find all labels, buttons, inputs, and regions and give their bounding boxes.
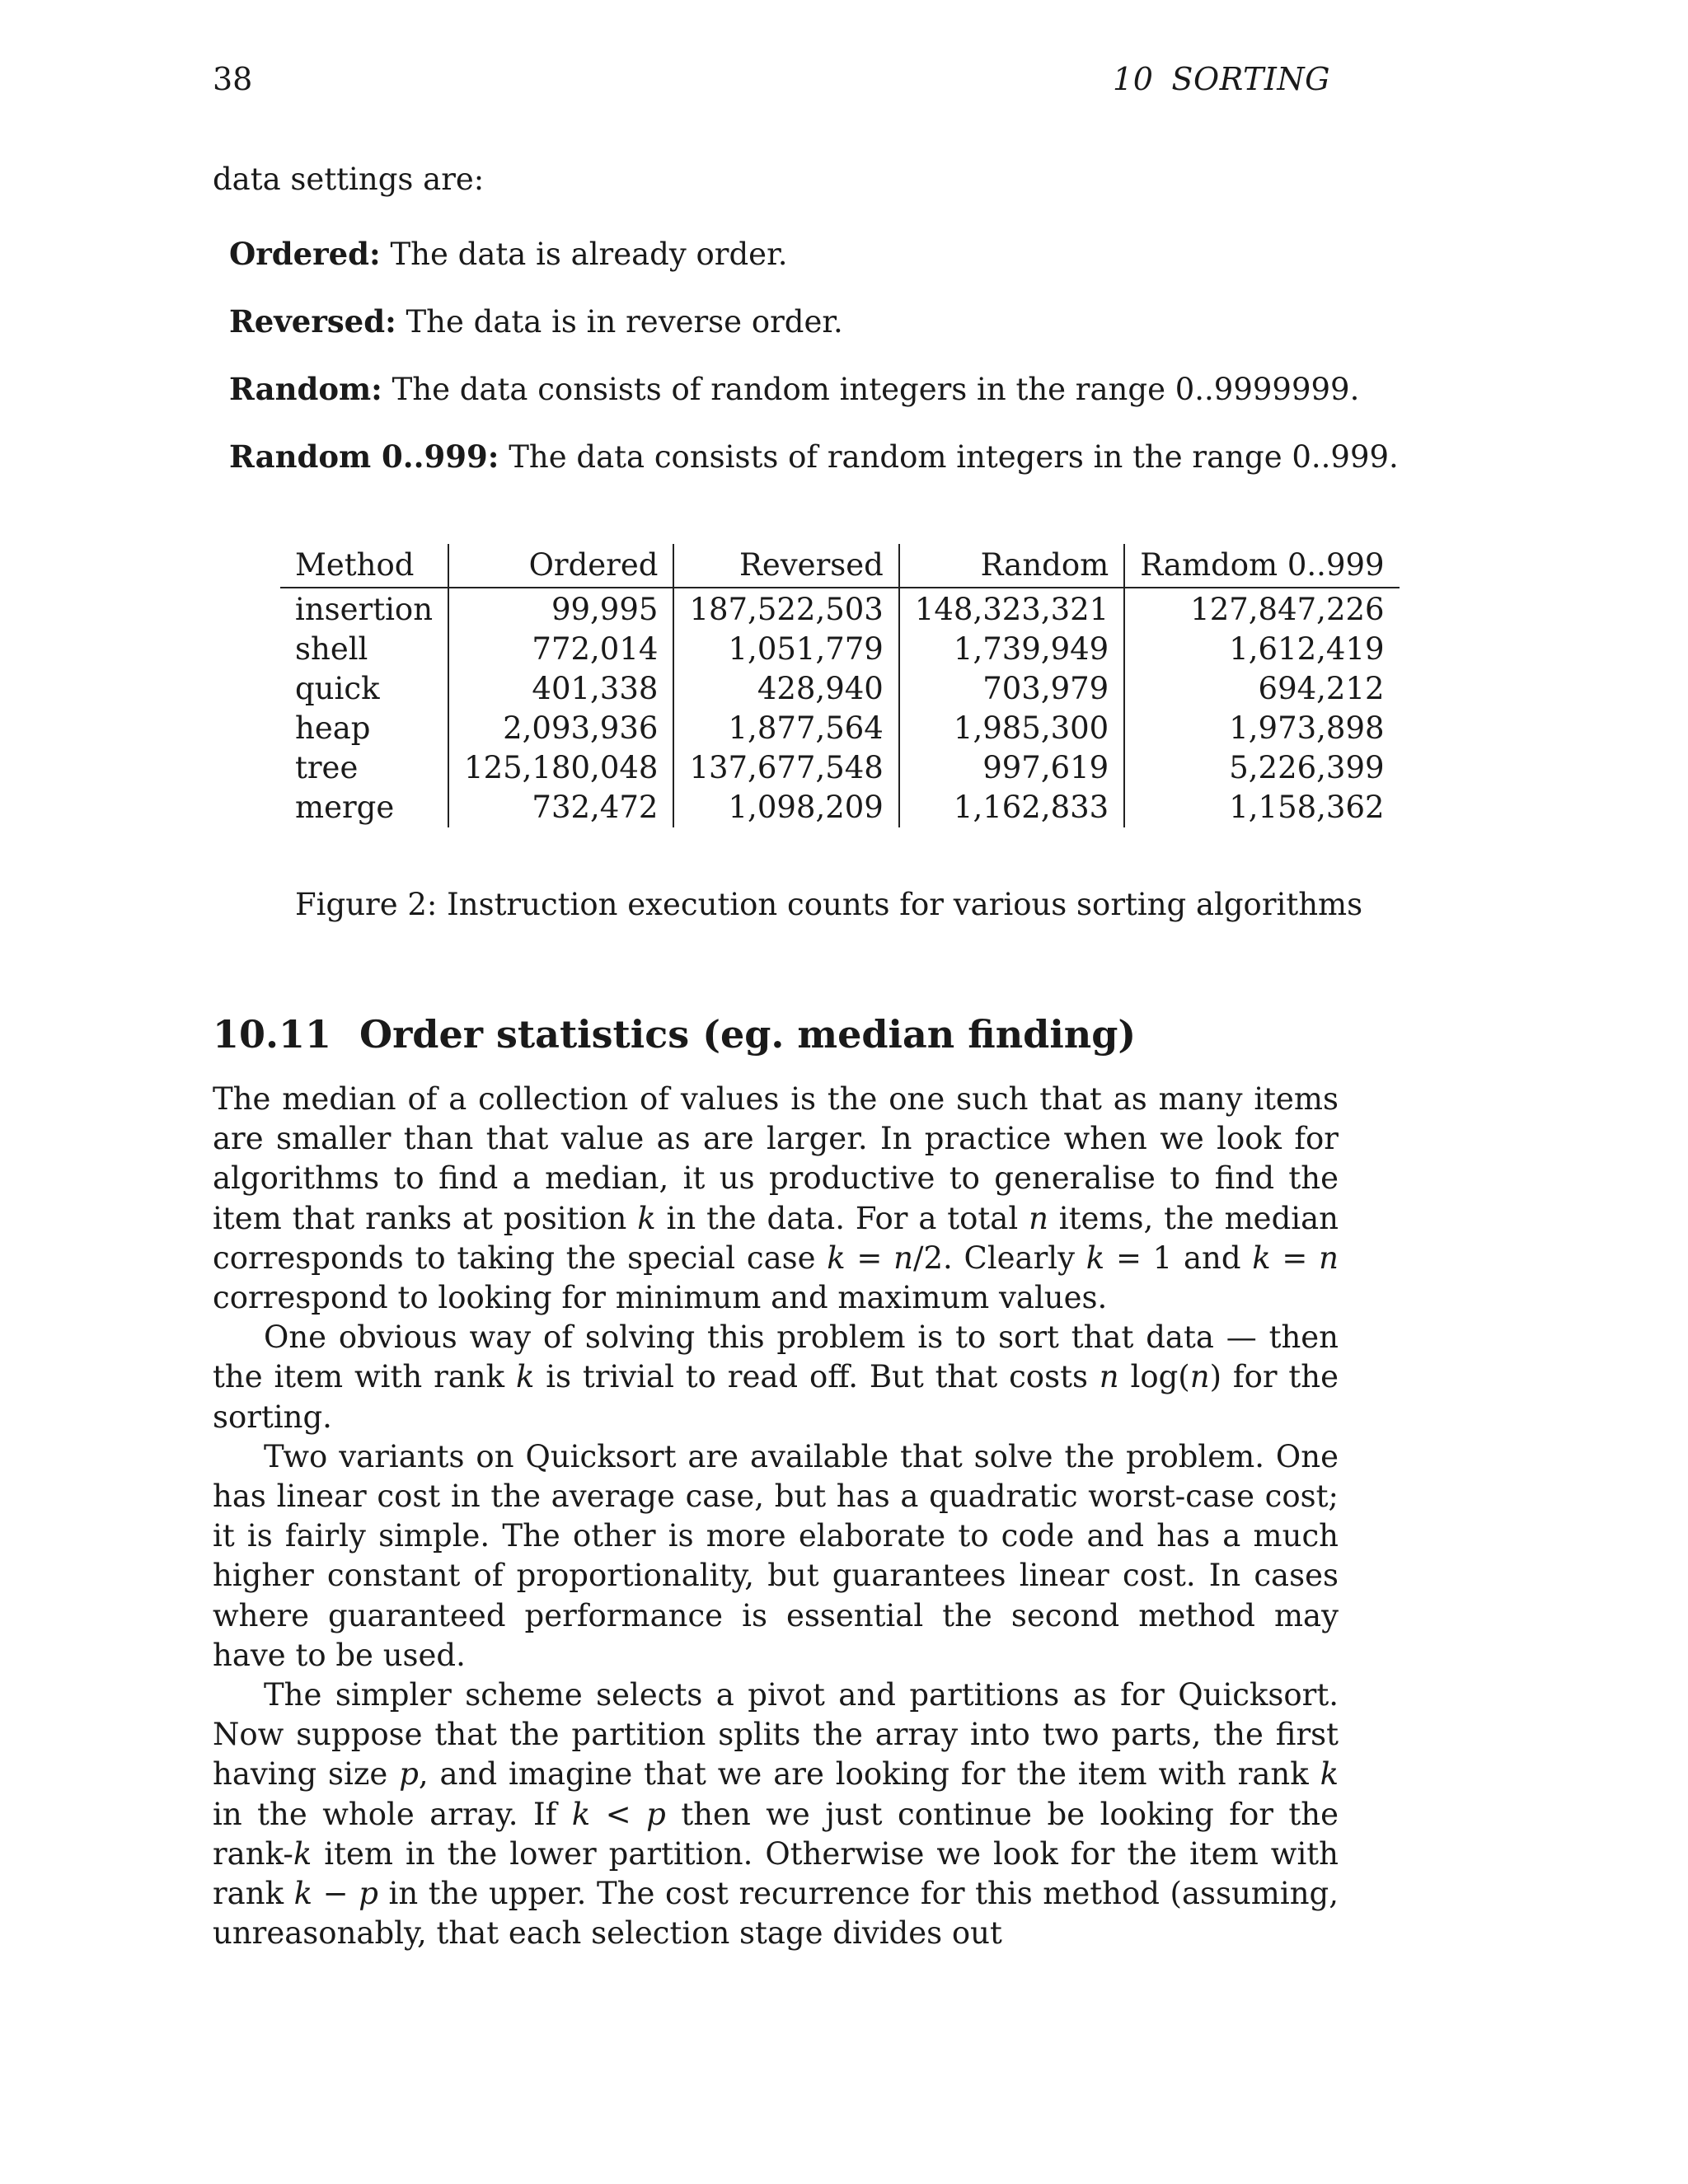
table-cell: 401,338 [448,669,673,709]
table-row [280,588,1400,630]
column-header: Ramdom 0..999 [1140,547,1385,583]
definition-term: Reversed: [229,303,396,340]
table-cell: quick [280,669,448,709]
paragraph: The median of a collection of values is the one such that as many items are smaller than that value as are larger. In practice when we look for algorithms to find a median, it us productive to generalise to find the item that ranks at position k in the data. For a total n items, the median corresponds to taking the special case k = n/2. Clearly k = 1 and k = n correspond to looking for minimum and maximum values. [213,1081,1339,1316]
definition-desc: The data consists of random integers in the range 0..9999999. [392,372,1360,407]
definition-item [229,371,1383,438]
paragraph: Two variants on Quicksort are available that solve the problem. One has linear cost in the average case, but has a quadratic worst-case cost; it is fairly simple. The other is more elaborate to code and has a much higher constant of proportionality, but guarantees linear cost. In cases where guaranteed performance is essential the second method may have to be used. [213,1438,1339,1673]
section-title: Order statistics (eg. median finding) [359,1012,1137,1057]
table-row [280,748,1400,788]
table-cell: 5,226,399 [1229,750,1385,785]
column-header: Ordered [448,544,673,588]
table-cell: 428,940 [673,669,898,709]
section-number: 10.11 [213,1012,332,1057]
definition-term: Random: [229,371,382,407]
table-cell: 1,877,564 [673,709,898,748]
table-cell: 137,677,548 [673,748,898,788]
table-cell: insertion [280,588,448,630]
table-cell: 703,979 [899,669,1124,709]
table-cell: 1,985,300 [899,709,1124,748]
table-cell: merge [280,788,448,827]
definition-item [229,438,1399,506]
table-cell: heap [280,709,448,748]
table-cell: 1,612,419 [1229,631,1385,667]
results-table [280,544,1400,827]
body-text [213,1080,1339,1953]
definition-desc: The data is in reverse order. [406,304,843,340]
paragraph: The simpler scheme selects a pivot and partitions as for Quicksort. Now suppose that the partition splits the array into two parts, the first having size p, and imagine that we are looking for the item with rank k in the whole array. If k < p then we just continue be looking for the rank-k item in the lower partition. Otherwise we look for the item with rank k − p in the upper. The cost recurrence for this method (assuming, unreasonably, that each selection stage divides out [213,1677,1339,1952]
table-cell: 1,973,898 [1229,710,1385,746]
definition-term: Random 0..999: [229,438,499,475]
paragraph: One obvious way of solving this problem is to sort that data — then the item with rank k is trivial to read off. But that costs n log(n) for the sorting. [213,1319,1339,1435]
running-header-title: SORTING [1171,61,1330,97]
column-header: Method [280,544,448,588]
table-cell: 997,619 [899,748,1124,788]
table-cell: 125,180,048 [448,748,673,788]
column-header: Reversed [673,544,898,588]
definition-item [229,303,1383,371]
table-row [280,788,1400,827]
table-cell: 127,847,226 [1190,592,1385,627]
table-cell: 732,472 [448,788,673,827]
figure-caption: Figure 2: Instruction execution counts for various sorting algorithms [295,887,1363,922]
definition-desc: The data is already order. [390,237,788,272]
table-header-row [280,544,1400,588]
table-cell: 1,162,833 [899,788,1124,827]
running-header [1113,61,1330,97]
table-row [280,669,1400,709]
definition-term: Ordered: [229,236,381,272]
running-header-number: 10 [1113,61,1154,97]
table-cell: 1,739,949 [899,630,1124,669]
section-heading [213,1012,1136,1057]
table-cell: tree [280,748,448,788]
table-cell: 1,098,209 [673,788,898,827]
definition-list [229,236,1399,506]
table-cell: 148,323,321 [899,588,1124,630]
table-cell: 1,051,779 [673,630,898,669]
table-cell: shell [280,630,448,669]
column-header: Random [899,544,1124,588]
table-cell: 694,212 [1258,671,1385,706]
table-cell: 2,093,936 [448,709,673,748]
table-row [280,630,1400,669]
definition-desc: The data consists of random integers in the range 0..999. [509,439,1399,475]
table-cell: 772,014 [448,630,673,669]
lead-text: data settings are: [213,162,485,197]
table-cell: 99,995 [448,588,673,630]
definition-item [229,236,1383,303]
table-cell: 1,158,362 [1229,790,1385,825]
table-cell: 187,522,503 [673,588,898,630]
table-row [280,709,1400,748]
page-number: 38 [213,61,253,97]
